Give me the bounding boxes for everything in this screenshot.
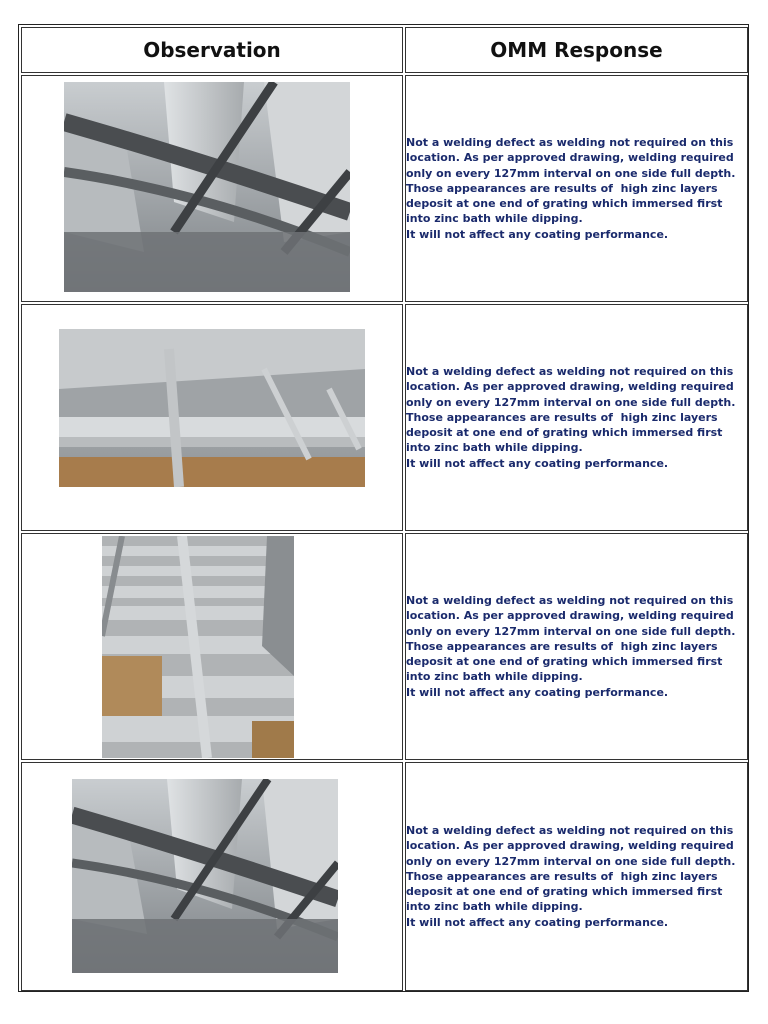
observation-photo — [59, 329, 365, 487]
table-row-1-response — [405, 75, 748, 302]
table-row-3-observation — [21, 533, 403, 760]
table-row-2-response — [405, 304, 748, 531]
header-omm-response — [405, 27, 748, 73]
header-observation-label: Observation — [143, 38, 281, 62]
observation-photo — [64, 82, 350, 292]
table-row-1-observation — [21, 75, 403, 302]
response-text: Not a welding defect as welding not required on this location. As per approved drawing, welding required only on every 127mm interval on one side full depth. Those appearances are results of high zinc layers deposit at one end of grating which immersed first into zinc bath while dipping. It will not affect any coating performance. — [406, 824, 736, 929]
header-observation — [21, 27, 403, 73]
header-response-label: OMM Response — [490, 38, 663, 62]
response-text: Not a welding defect as welding not required on this location. As per approved drawing, welding required only on every 127mm interval on one side full depth. Those appearances are results of high zinc layers deposit at one end of grating which immersed first into zinc bath while dipping. It will not affect any coating performance. — [406, 365, 736, 470]
response-text: Not a welding defect as welding not required on this location. As per approved drawing, welding required only on every 127mm interval on one side full depth. Those appearances are results of high zinc layers deposit at one end of grating which immersed first into zinc bath while dipping. It will not affect any coating performance. — [406, 594, 736, 699]
observation-photo — [72, 779, 338, 973]
table-row-3-response — [405, 533, 748, 760]
response-text: Not a welding defect as welding not required on this location. As per approved drawing, welding required only on every 127mm interval on one side full depth. Those appearances are results of high zinc layers deposit at one end of grating which immersed first into zinc bath while dipping. It will not affect any coating performance. — [406, 136, 736, 241]
observation-photo — [102, 536, 294, 758]
table-row-4-response — [405, 762, 748, 991]
table-row-4-observation — [21, 762, 403, 991]
table-row-2-observation — [21, 304, 403, 531]
observation-table — [18, 24, 749, 992]
